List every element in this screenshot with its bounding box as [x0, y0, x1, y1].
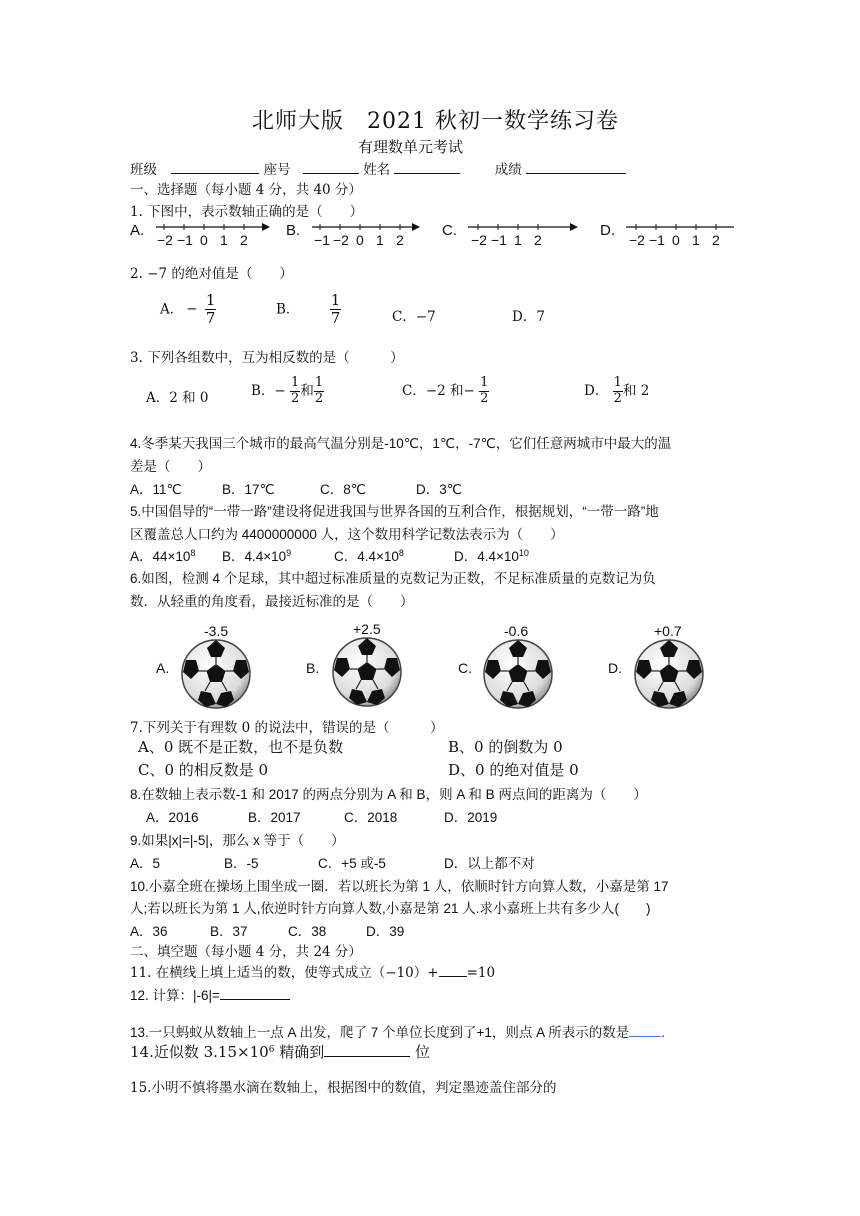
q4-option-d: D．3℃	[416, 482, 462, 497]
class-label: 班级	[130, 162, 157, 178]
q8-option-b: B．2017	[248, 810, 301, 825]
svg-text:1: 1	[220, 232, 228, 248]
q11-blank[interactable]	[439, 962, 467, 977]
soccer-ball-d-icon	[633, 638, 705, 710]
q8-option-c: C．2018	[344, 810, 398, 825]
student-info-row	[130, 158, 626, 178]
soccer-ball-b-icon	[331, 636, 403, 708]
svg-text:−2: −2	[157, 232, 173, 248]
q1-option-b-letter: B.	[286, 222, 301, 239]
q7-option-a: A、0 既不是正数，也不是负数	[138, 738, 344, 756]
q2-stem: 2. −7 的绝对值是（ ）	[130, 266, 293, 282]
q10-option-c: C．38	[288, 924, 327, 939]
soccer-ball-c-icon	[482, 638, 554, 710]
q7-stem: 7.下列关于有理数 0 的说法中，错误的是（ ）	[130, 720, 444, 736]
name-label: 姓名	[363, 162, 391, 178]
svg-text:2: 2	[712, 232, 720, 248]
q6-option-d-letter: D.	[608, 660, 622, 676]
q15: 15.小明不慎将墨水滴在数轴上，根据图中的数值，判定墨迹盖住部分的	[130, 1080, 557, 1096]
q11: 11. 在横线上填上适当的数，使等式成立（−10）+ =10	[130, 961, 495, 981]
q13: 13.一只蚂蚁从数轴上一点 A 出发，爬了 7 个单位长度到了+1，则点 A 所表示的数是 .	[130, 1021, 665, 1041]
q6-ball-b-value: +2.5	[353, 621, 381, 637]
q10-option-b: B．37	[210, 924, 248, 939]
q3-option-d: D． $\frac{1}{2}$ 和 2	[584, 375, 650, 406]
q6-ball-a-value: -3.5	[204, 623, 229, 639]
q9-option-a: A．5	[130, 856, 161, 871]
q6-stem-line1: 6.如图，检测 4 个足球，其中超过标准质量的克数记为正数，不足标准质量的克数记为负	[130, 571, 656, 586]
q2-option-c: C．−7	[392, 309, 436, 325]
q9-option-c: C．+5 或-5	[318, 856, 386, 871]
q4-stem-line2: 差是（ ）	[130, 459, 211, 474]
q2-option-d: D．7	[512, 309, 545, 325]
q4-option-c: C．8℃	[320, 482, 366, 497]
q6-option-c-letter: C.	[458, 660, 472, 676]
q3-option-b: B．− $\frac{1}{2}$ 和 $\frac{1}{2}$	[251, 375, 324, 406]
q12-blank[interactable]	[220, 985, 290, 1000]
q1-option-c-letter: C.	[442, 222, 457, 239]
q1-stem: 1. 下图中，表示数轴正确的是（ ）	[130, 204, 364, 220]
svg-text:−1: −1	[177, 232, 193, 248]
svg-text:−1: −1	[314, 232, 330, 248]
q7-option-d: D、0 的绝对值是 0	[448, 761, 579, 779]
q5-stem-line1: 5.中国倡导的“一带一路”建设将促进我国与世界各国的互利合作，根据规划，“一带一路”地	[130, 504, 659, 519]
page-title: 北师大版 2021 秋初一数学练习卷	[252, 109, 619, 134]
q5-option-a: A．$44\times 10^8$	[130, 548, 196, 564]
q1-a-arrow	[262, 223, 270, 231]
q5-option-b: B．$4.4\times 10^9$	[222, 548, 292, 564]
seat-field[interactable]	[303, 159, 359, 174]
q14: 14.近似数 $3.15\times 10^6$ 精确到 位	[130, 1040, 430, 1062]
q6-option-b-letter: B.	[306, 660, 320, 676]
q4-stem-line1: 4.冬季某天我国三个城市的最高气温分别是-10℃，1℃，-7℃，它们任意两城市中最大的温	[130, 436, 672, 451]
q5-option-c: C．$4.4\times 10^8$	[334, 548, 404, 564]
q10-option-d: D．39	[366, 924, 405, 939]
svg-text:0: 0	[356, 232, 364, 248]
svg-text:−1: −1	[649, 232, 665, 248]
q4-option-b: B．17℃	[222, 482, 275, 497]
q9-stem: 9.如果|x|=|-5|，那么 x 等于（ ）	[130, 833, 345, 848]
svg-text:−2: −2	[471, 232, 487, 248]
q6-ball-d-value: +0.7	[654, 623, 682, 639]
q6-option-a-letter: A.	[156, 660, 170, 676]
score-label: 成绩	[494, 162, 522, 178]
q9-option-d: D．以上都不对	[444, 856, 535, 871]
q8-option-a: A．2016	[146, 810, 199, 825]
q5-option-d: D．$4.4\times 10^{10}$	[454, 548, 529, 564]
q2-option-b: B． $\frac{1}{7}$	[276, 291, 341, 328]
svg-text:1: 1	[692, 232, 700, 248]
svg-text:−1: −1	[491, 232, 507, 248]
soccer-ball-a-icon	[180, 638, 252, 710]
q14-blank[interactable]	[324, 1040, 410, 1057]
q13-blank[interactable]	[629, 1022, 661, 1037]
q3-option-a: A．2 和 0	[146, 390, 209, 406]
q9-option-b: B．-5	[224, 856, 259, 871]
svg-text:−2: −2	[333, 232, 349, 248]
class-field[interactable]	[171, 159, 259, 174]
q3-option-c: C．−2 和− $\frac{1}{2}$	[402, 375, 489, 406]
page-subtitle: 有理数单元考试	[358, 138, 464, 156]
svg-text:−2: −2	[629, 232, 645, 248]
q12: 12. 计算：|-6|=	[130, 984, 290, 1004]
q10-option-a: A．36	[130, 924, 168, 939]
q2-option-a: A． − $\frac{1}{7}$	[160, 291, 216, 328]
q10-stem-line1: 10.小嘉全班在操场上围坐成一圈．若以班长为第 1 人，依顺时针方向算人数，小嘉是第 17	[130, 879, 669, 894]
q10-stem-line2: 人;若以班长为第 1 人,依逆时针方向算人数,小嘉是第 21 人.求小嘉班上共有多少人( )	[130, 901, 651, 916]
q6-ball-c-value: -0.6	[504, 623, 529, 639]
score-field[interactable]	[526, 159, 626, 174]
q5-stem-line2: 区覆盖总人口约为 4400000000 人，这个数用科学记数法表示为（ ）	[130, 527, 564, 542]
section-1-heading: 一、选择题（每小题 4 分，共 40 分）	[130, 182, 362, 198]
svg-text:1: 1	[376, 232, 384, 248]
name-field[interactable]	[394, 159, 460, 174]
svg-text:0: 0	[200, 232, 208, 248]
svg-text:1: 1	[514, 232, 522, 248]
svg-text:2: 2	[240, 232, 248, 248]
q3-stem: 3. 下列各组数中，互为相反数的是（ ）	[130, 350, 404, 366]
seat-label: 座号	[263, 162, 291, 178]
q1-option-a-letter: A.	[130, 222, 145, 239]
q8-option-d: D．2019	[444, 810, 498, 825]
q8-stem: 8.在数轴上表示数-1 和 2017 的两点分别为 A 和 B，则 A 和 B 两点间的距离为（ ）	[130, 787, 647, 802]
q7-option-c: C、0 的相反数是 0	[138, 761, 269, 779]
q1-number-lines	[126, 218, 746, 248]
svg-text:0: 0	[672, 232, 680, 248]
svg-text:2: 2	[396, 232, 404, 248]
q7-option-b: B、0 的倒数为 0	[448, 738, 563, 756]
section-2-heading: 二、填空题（每小题 4 分，共 24 分）	[130, 944, 362, 960]
q6-stem-line2: 数．从轻重的角度看，最接近标准的是（ ）	[130, 594, 414, 609]
svg-text:2: 2	[534, 232, 542, 248]
q4-option-a: A．11℃	[130, 482, 182, 497]
q1-option-d-letter: D.	[600, 222, 615, 239]
